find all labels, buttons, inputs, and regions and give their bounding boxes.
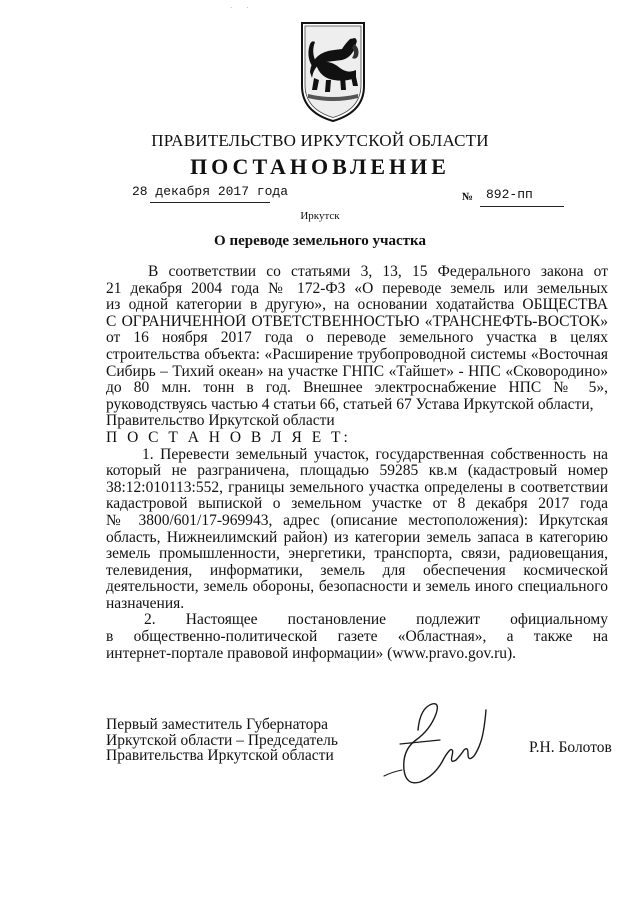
resolves-heading: П О С Т А Н О В Л Я Е Т: <box>106 428 351 446</box>
clause-1-line: 38:12:010113:552, границы земельного участка определены в соответствии <box>106 479 608 496</box>
body-line: руководствуясь частью 4 статьи 66, статьей 67 Устава Иркутской области, <box>106 395 594 413</box>
body-line: С ОГРАНИЧЕННОЙ ОТВЕТСТВЕННОСТЬЮ «ТРАНСНЕФТЬ-ВОСТОК» <box>106 313 608 330</box>
clause-1-line: назначения. <box>106 594 185 612</box>
body-line: В соответствии со статьями 3, 13, 15 Федерального закона от <box>148 264 608 280</box>
date-underline <box>150 202 270 203</box>
document-type: ПОСТАНОВЛЕНИЕ <box>190 154 450 179</box>
city: Иркутск <box>300 210 340 222</box>
body-line: от 16 ноября 2017 года о переводе земельного участка в целях <box>106 330 608 347</box>
signatory-name: Р.Н. Болотов <box>529 739 612 756</box>
signatory-title <box>106 717 338 764</box>
body-line: строительства объекта: «Расширение трубопроводной системы «Восточная <box>106 346 608 363</box>
number-underline <box>480 206 564 207</box>
handwritten-signature <box>380 700 490 792</box>
clause-1-line: земель промышленности, энергетики, транспорта, связи, радиовещания, <box>106 546 608 563</box>
body-line: Сибирь – Тихий океан» на участке ГНПС «Тайшет» - НПС «Сковородино» <box>106 363 608 380</box>
clause-2-line: в общественно-политической газете «Областная», а также на <box>106 629 608 646</box>
signatory-title-line: Правительства Иркутской области <box>106 747 334 764</box>
body-line: Правительство Иркутской области <box>106 412 335 430</box>
clause-2-line: 2. Настоящее постановление подлежит официальному <box>144 612 608 629</box>
clause-1-line: область, Нижнеилимский район) из категории земель запаса в категорию <box>106 529 608 546</box>
government-name: ПРАВИТЕЛЬСТВО ИРКУТСКОЙ ОБЛАСТИ <box>151 131 489 150</box>
clause-1-line: телевидения, информатики, земель для обеспечения космической <box>106 562 608 579</box>
scan-speck: · · <box>230 4 255 12</box>
decree-date: 28 декабря 2017 года <box>132 184 289 199</box>
signatory-title-line: Иркутской области – Председатель <box>106 731 338 749</box>
number-sign: № <box>462 191 474 203</box>
decree-number: 892-пп <box>486 187 533 202</box>
clause-2-line: интернет-портале правовой информации» (www.pravo.gov.ru). <box>106 644 517 662</box>
clause-1-line: 1. Перевести земельный участок, государственная собственность на <box>142 446 608 463</box>
body-line: из одной категории в другую», на основании ходатайства ОБЩЕСТВА <box>106 297 608 314</box>
clause-1-line: № 3800/601/17-969943, адрес (описание местоположения): Иркутская <box>106 512 608 529</box>
body-line: 21 декабря 2004 года № 172-ФЗ «О переводе земель или земельных <box>106 280 608 297</box>
irkutsk-coat-of-arms-icon <box>298 20 368 124</box>
body-line: до 80 млн. тонн в год. Внешнее электроснабжение НПС № 5», <box>106 380 608 397</box>
signatory-title-line: Первый заместитель Губернатора <box>106 716 329 733</box>
document-body <box>106 264 608 662</box>
clause-1-line: который не разграничена, площадью 59285 кв.м (кадастровый номер <box>106 463 608 480</box>
document-subject: О переводе земельного участка <box>214 233 426 249</box>
clause-1-line: деятельности, земель обороны, безопасности и земель иного специального <box>106 579 608 596</box>
clause-1-line: кадастровой выпиской о земельном участке от 8 декабря 2017 года <box>106 496 608 513</box>
